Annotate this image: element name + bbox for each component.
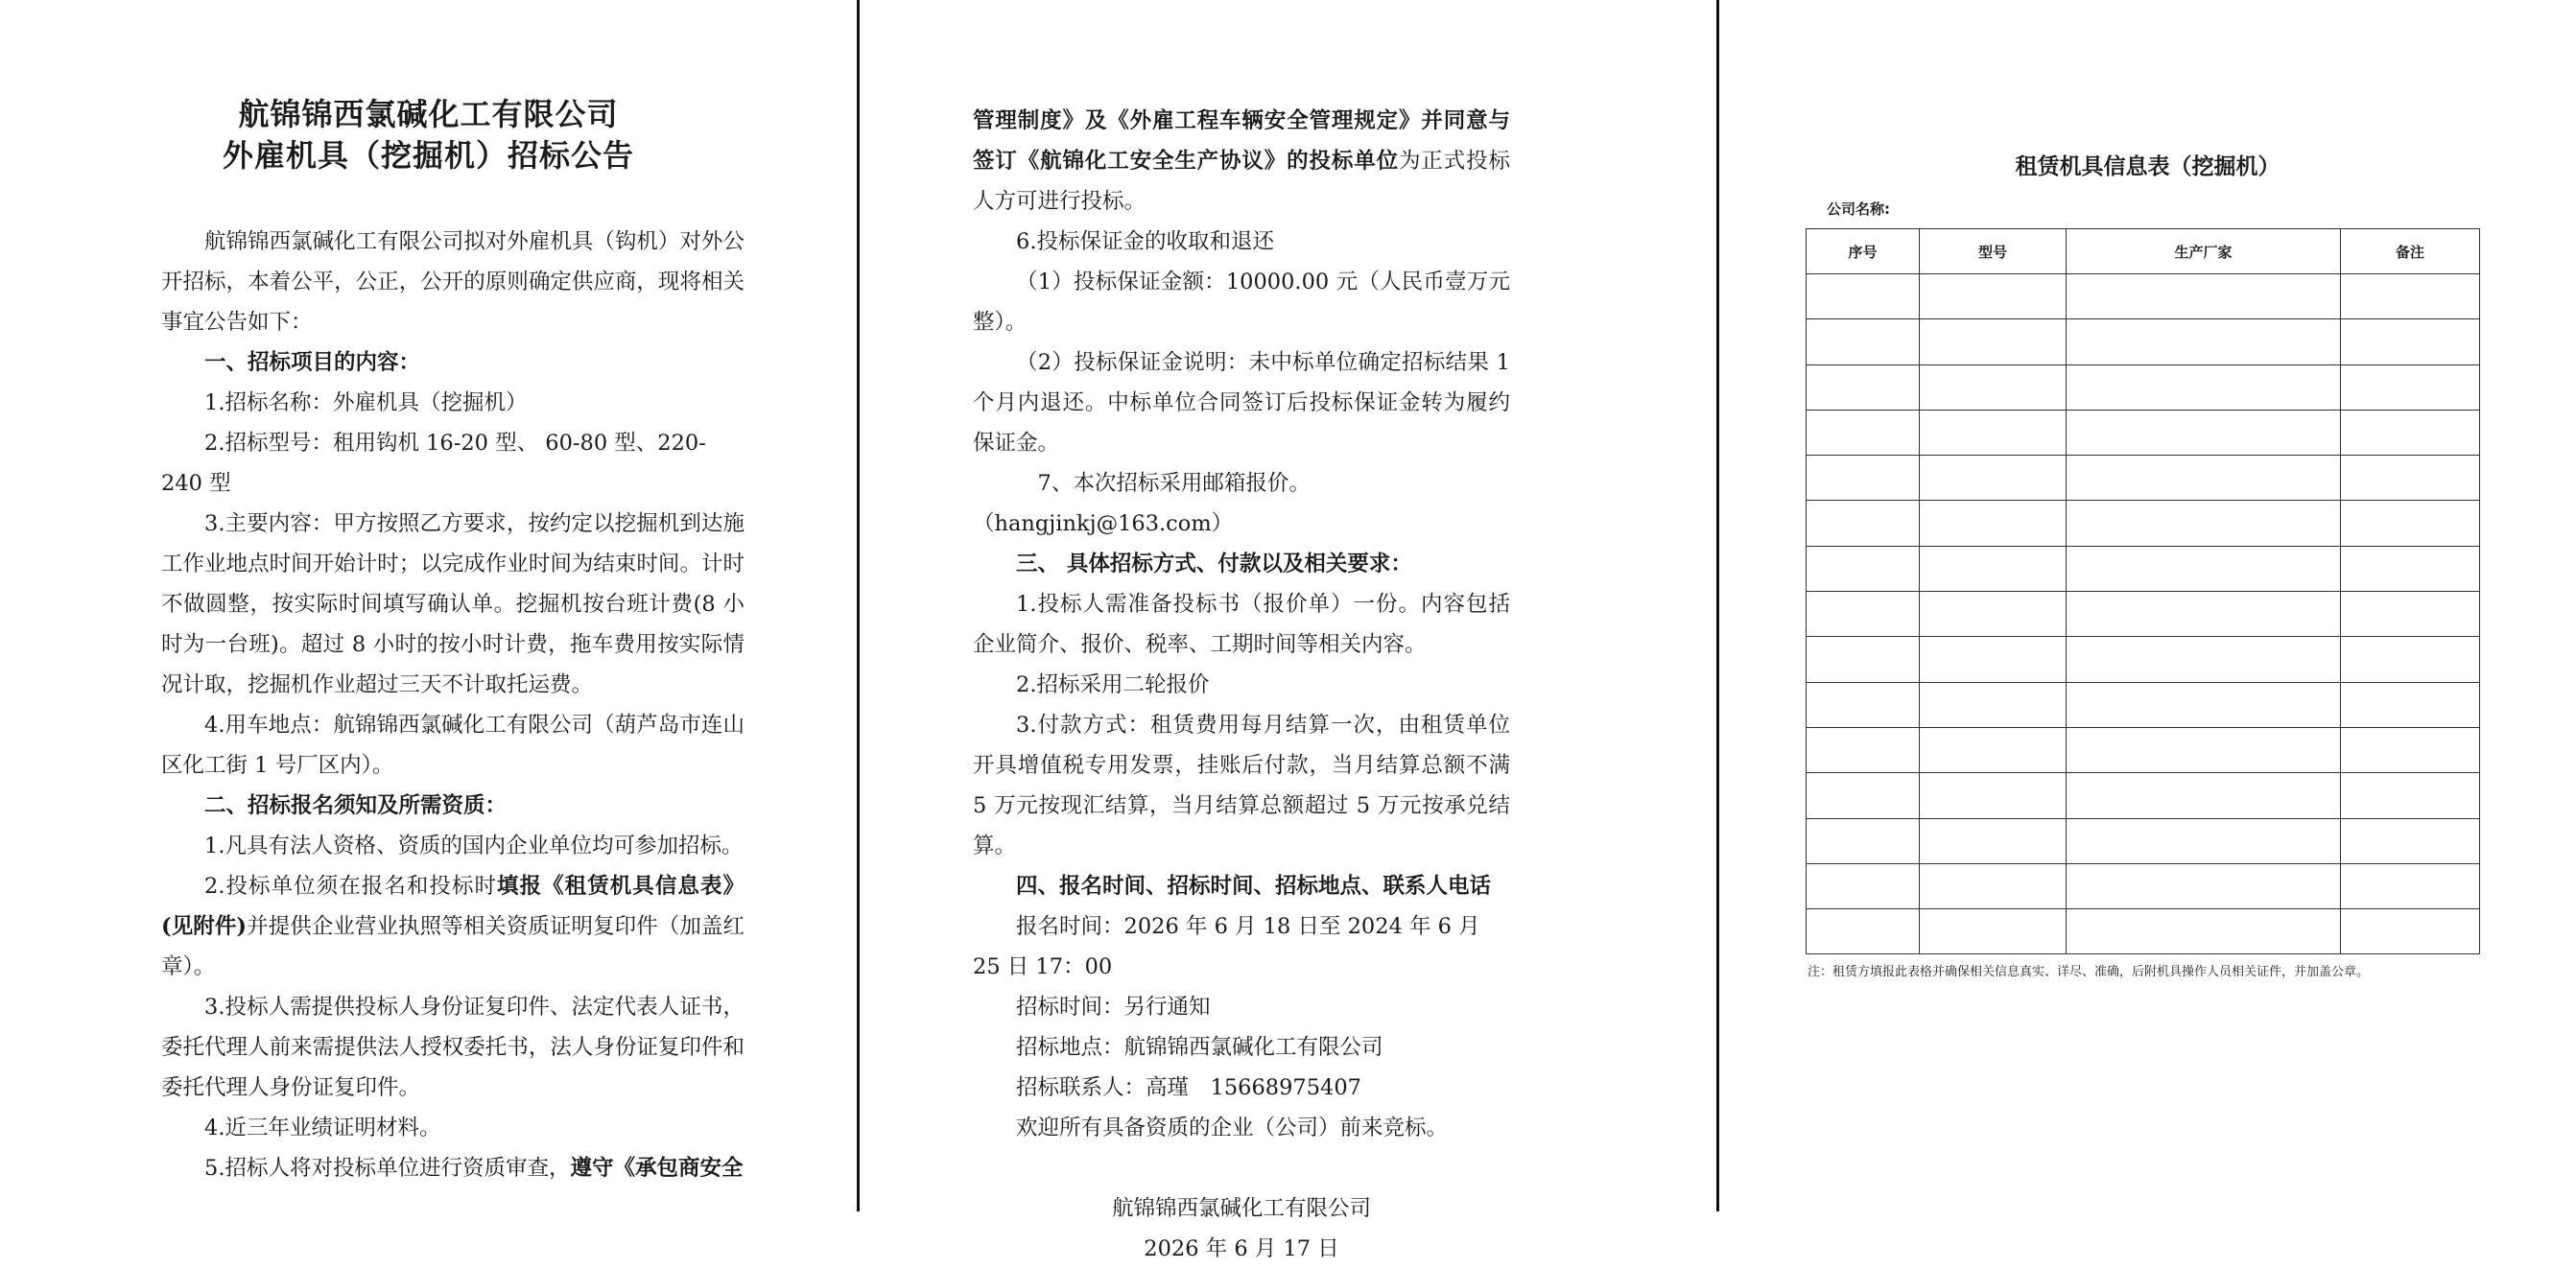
table-row [1807,501,2480,546]
section2-heading: 二、招标报名须知及所需资质： [204,793,508,818]
table-cell [1807,410,1920,455]
table-row [1807,863,2480,908]
table-cell [2341,592,2480,637]
item-1-4: 4.用车地点：航锦锦西氯碱化工有限公司（葫芦岛市连山区化工街 1 号厂区内）。 [161,713,744,778]
document-page-3 [1719,0,2576,1211]
table-cell [1920,501,2067,546]
table-row [1807,456,2480,501]
contact-person: 招标联系人：高瑾 15668975407 [1016,1075,1361,1100]
table-cell [2067,410,2341,455]
table-cell [2067,456,2341,501]
item-2-4: 4.近三年业绩证明材料。 [204,1116,441,1140]
form-title: 租赁机具信息表（挖掘机） [2015,154,2281,179]
item-2-2-pre: 2.投标单位须在报名和投标时 [204,874,498,899]
item-6: 6.投标保证金的收取和退还 [1016,229,1274,254]
table-cell [1807,909,1920,954]
table-cell [1920,863,2067,908]
item-2-2 [161,866,744,987]
item-2-1: 1.凡具有法人资格、资质的国内企业单位均可参加招标。 [204,834,744,858]
table-cell [1807,546,1920,591]
table-row [1807,592,2480,637]
table-cell [1807,863,1920,908]
table-cell [2341,274,2480,319]
table-row [1807,274,2480,319]
table-row [1807,818,2480,863]
page2-body [973,101,1510,1269]
table-cell [2067,364,2341,410]
table-cell [1920,682,2067,727]
table-cell [2341,319,2480,364]
document-page-1 [0,0,857,1211]
col-header-model: 型号 [1920,229,2067,274]
table-cell [2341,909,2480,954]
table-cell [2067,546,2341,591]
table-cell [2067,818,2341,863]
item-2-3: 3.投标人需提供投标人身份证复印件、法定代表人证书，委托代理人前来需提供法人授权委托书，法人身份证复印件和委托代理人身份证复印件。 [161,995,744,1100]
item-1-1: 1.招标名称：外雇机具（挖掘机） [204,390,528,415]
table-cell [2341,727,2480,772]
table-cell [1920,727,2067,772]
item-7: 7、本次招标采用邮箱报价。（hangjinkj@163.com） [973,471,1311,536]
continued-bold: 管理制度》及《外雇工程车辆安全管理规定》并同意与签订《航锦化工安全生产协议》的投标单位 [973,108,1510,174]
table-cell [1920,773,2067,818]
item-2-5-pre: 5.招标人将对投标单位进行资质审查， [204,1156,571,1181]
table-cell [1920,637,2067,682]
table-cell [2341,682,2480,727]
table-row [1807,410,2480,455]
col-header-manufacturer: 生产厂家 [2067,229,2341,274]
table-header-row [1807,229,2480,274]
table-cell [1807,456,1920,501]
table-cell [1920,546,2067,591]
table-cell [1807,501,1920,546]
table-row [1807,727,2480,772]
section1-heading: 一、招标项目的内容： [204,350,421,375]
table-cell [2341,501,2480,546]
item-3-2: 2.招标采用二轮报价 [1016,672,1210,697]
form-note: 注：租赁方填报此表格并确保相关信息真实、详尽、准确，后附机具操作人员相关证件，并加盖公章。 [1808,965,2370,979]
item-1-3: 3.主要内容：甲方按照乙方要求，按约定以挖掘机到达施工作业地点时间开始计时；以完成作业时间为结束时间。计时不做圆整，按实际时间填写确认单。挖掘机按台班计费(8 小时为一台班)。超过 8 小时的按小时计费，拖车费用按实际情况计取，挖掘机作业超过三天不计取托运费。 [161,511,744,697]
table-cell [1920,274,2067,319]
section4-heading: 四、报名时间、招标时间、招标地点、联系人电话 [1016,874,1492,899]
table-row [1807,773,2480,818]
table-row [1807,364,2480,410]
table-cell [2341,773,2480,818]
table-cell [2067,501,2341,546]
continued-post: 为正式投标人方可进行投标。 [973,149,1510,214]
document-page-2 [860,0,1716,1261]
table-cell [1807,319,1920,364]
item-2-5-bold: 遵守《承包商安全 [570,1156,744,1181]
table-cell [2341,410,2480,455]
intro-paragraph: 航锦锦西氯碱化工有限公司拟对外雇机具（钩机）对外公开招标，本着公平，公正，公开的原则确定供应商，现将相关事宜公告如下： [161,229,744,335]
title-subject: 外雇机具（挖掘机）招标公告 [222,137,634,174]
col-header-serial: 序号 [1807,229,1920,274]
table-cell [2067,863,2341,908]
table-cell [1807,274,1920,319]
table-cell [1807,637,1920,682]
continued-paragraph [973,101,1510,222]
item-2-2-bold: 填报《租赁机具信息表》(见附件) [161,874,744,939]
item-6-1: （1）投标保证金额：10000.00 元（人民币壹万元整）。 [973,270,1510,335]
table-cell [1920,818,2067,863]
table-row [1807,909,2480,954]
page1-body [161,222,744,1188]
table-body [1807,274,2480,954]
table-cell [1807,818,1920,863]
table-cell [2067,319,2341,364]
registration-time: 报名时间：2026 年 6 月 18 日至 2024 年 6 月 25 日 17：00 [973,914,1480,979]
table-cell [2067,637,2341,682]
item-3-3: 3.付款方式：租赁费用每月结算一次，由租赁单位开具增值税专用发票，挂账后付款，当月结算总额不满 5 万元按现汇结算，当月结算总额超过 5 万元按承兑结算。 [973,713,1510,858]
table-cell [1920,319,2067,364]
table-cell [2067,909,2341,954]
table-cell [2341,863,2480,908]
table-cell [1807,773,1920,818]
table-cell [1807,727,1920,772]
table-cell [2341,818,2480,863]
section3-heading: 三、 具体招标方式、付款以及相关要求： [1016,552,1412,576]
table-cell [2341,546,2480,591]
table-cell [1807,592,1920,637]
table-cell [2341,364,2480,410]
title-company: 航锦锦西氯碱化工有限公司 [238,96,619,132]
table-cell [2067,773,2341,818]
table-cell [2067,727,2341,772]
table-row [1807,682,2480,727]
table-cell [2341,456,2480,501]
item-2-2-post: 并提供企业营业执照等相关资质证明复印件（加盖红章）。 [161,914,744,979]
table-cell [2067,274,2341,319]
table-cell [1920,410,2067,455]
table-cell [1920,592,2067,637]
col-header-remarks: 备注 [2341,229,2480,274]
table-row [1807,319,2480,364]
bid-place: 招标地点：航锦锦西氯碱化工有限公司 [1016,1035,1383,1060]
bid-time: 招标时间：另行通知 [1016,995,1211,1020]
announcement-title [0,94,857,176]
equipment-info-table [1806,228,2480,954]
item-2-5 [161,1148,744,1188]
table-cell [1920,456,2067,501]
table-cell [2341,637,2480,682]
signature-company: 航锦锦西氯碱化工有限公司 [1111,1196,1371,1221]
signature-date: 2026 年 6 月 17 日 [1144,1236,1339,1261]
table-cell [2067,682,2341,727]
table-cell [2067,592,2341,637]
item-1-2: 2.招标型号：租用钩机 16-20 型、 60-80 型、220-240 型 [161,431,706,496]
item-6-2: （2）投标保证金说明：未中标单位确定招标结果 1 个月内退还。中标单位合同签订后投标保证金转为履约保证金。 [973,350,1510,456]
welcome-text: 欢迎所有具备资质的企业（公司）前来竞标。 [1016,1116,1449,1140]
table-row [1807,546,2480,591]
table-cell [1920,364,2067,410]
company-name-label: 公司名称: [1827,200,1890,218]
table-row [1807,637,2480,682]
table-cell [1920,909,2067,954]
item-3-1: 1.投标人需准备投标书（报价单）一份。内容包括企业简介、报价、税率、工期时间等相关内容。 [973,592,1510,657]
table-cell [1807,364,1920,410]
table-cell [1807,682,1920,727]
